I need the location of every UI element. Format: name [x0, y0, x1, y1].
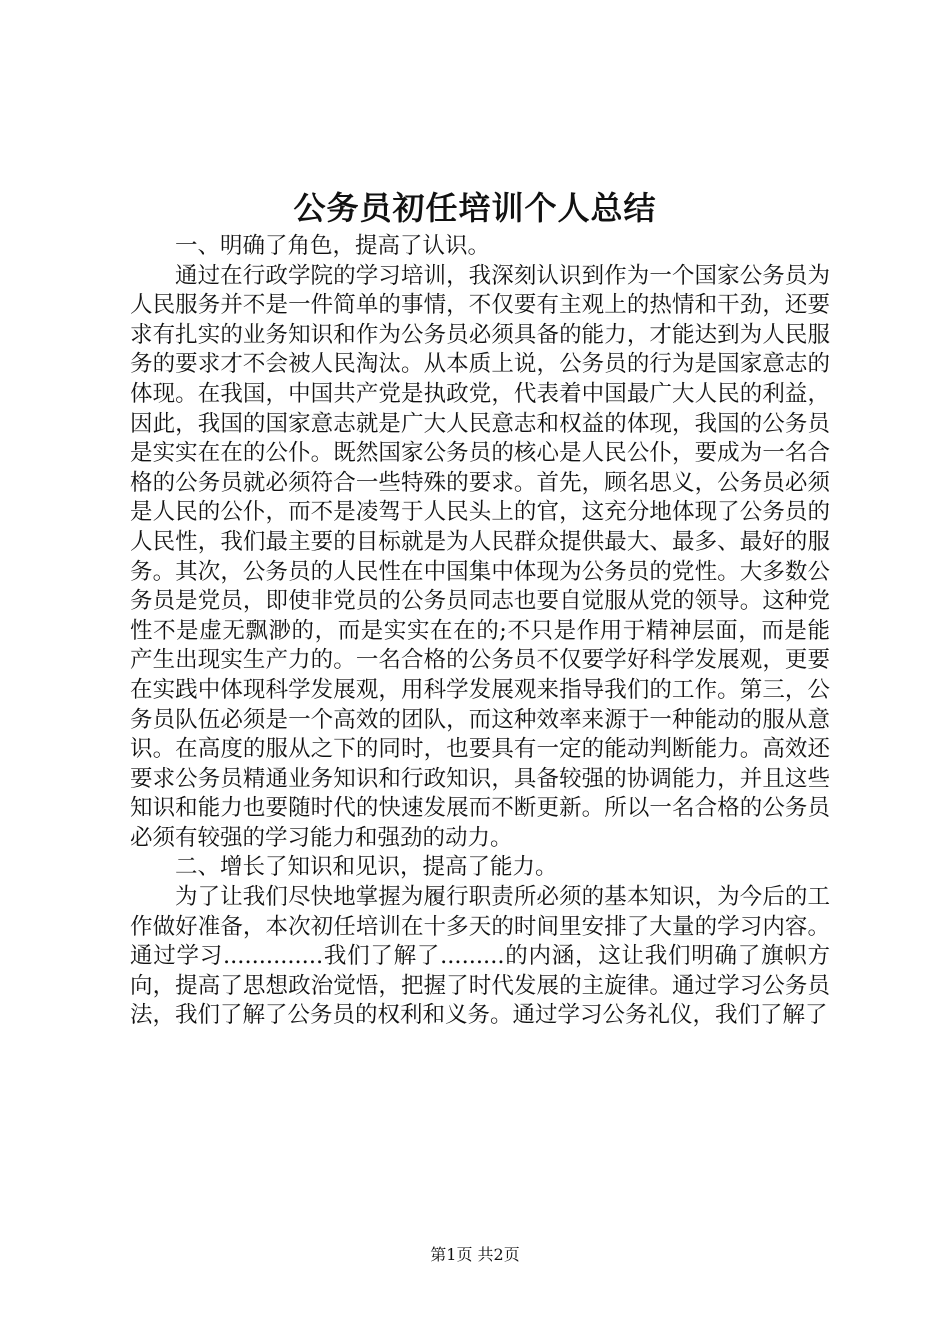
section2-heading: 二、增长了知识和见识，提高了能力。: [175, 854, 558, 881]
section1-paragraph: 通过在行政学院的学习培训，我深刻认识到作为一个国家公务员为人民服务并不是一件简单的事情，不仅要有主观上的热情和干劲，还要求有扎实的业务知识和作为公务员必须具备的能力，才能达到为人民服务的要求才不会被人民淘汰。从本质上说，公务员的行为是国家意志的体现。在我国，中国共产党是执政党，代表着中国最广大人民的利益，因此，我国的国家意志就是广大人民意志和权益的体现，我国的公务员是实实在在的公仆。既然国家公务员的核心是人民公仆，要成为一名合格的公务员就必须符合一些特殊的要求。首先，顾名思义，公务员必须是人民的公仆，而不是凌驾于人民头上的官，这充分地体现了公务员的人民性，我们最主要的目标就是为人民群众提供最大、最多、最好的服务。其次，公务员的人民性在中国集中体现为公务员的党性。大多数公务员是党员，即使非党员的公务员同志也要自觉服从党的领导。这种党性不是虚无飘渺的，而是实实在在的;不只是作用于精神层面，而是能产生出现实生产力的。一名合格的公务员不仅要学好科学发展观，更要在实践中体现科学发展观，用科学发展观来指导我们的工作。第三，公务员队伍必须是一个高效的团队，而这种效率来源于一种能动的服从意识。在高度的服从之下的同时，也要具有一定的能动判断能力。高效还要求公务员精通业务知识和行政知识，具备较强的协调能力，并且这些知识和能力也要随时代的快速发展而不断更新。所以一名合格的公务员必须有较强的学习能力和强劲的动力。: [130, 262, 830, 851]
document-body: [130, 232, 830, 1031]
document-title: 公务员初任培训个人总结: [293, 189, 657, 227]
section2-paragraph: 为了让我们尽快地掌握为履行职责所必须的基本知识，为今后的工作做好准备，本次初任培训在十多天的时间里安排了大量的学习内容。通过学习..............我们了解了.........的内涵，这让我们明确了旗帜方向，提高了思想政治觉悟，把握了时代发展的主旋律。通过学习公务员法，我们了解了公务员的权利和义务。通过学习公务礼仪，我们了解了: [130, 884, 830, 1029]
page-footer: 第1页 共2页: [430, 1245, 520, 1264]
section1-heading: 一、明确了角色，提高了认识。: [175, 233, 491, 259]
